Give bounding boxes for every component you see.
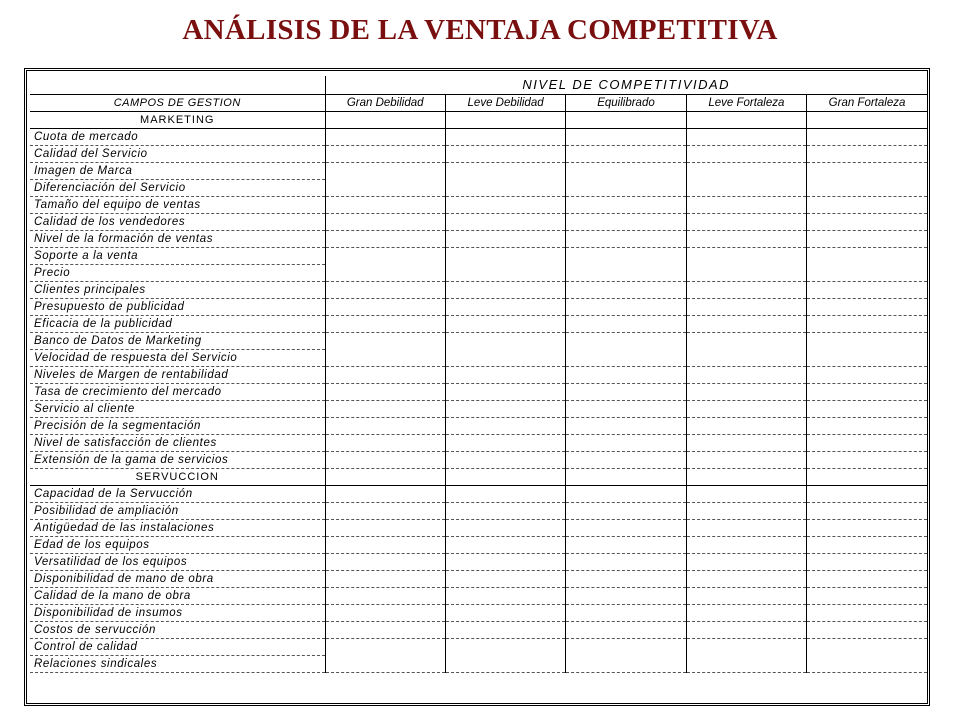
management-field-label: Calidad de la mano de obra xyxy=(30,587,325,604)
rating-cell[interactable] xyxy=(325,264,445,281)
rating-cell[interactable] xyxy=(445,570,565,587)
rating-cell[interactable] xyxy=(566,315,686,332)
management-field-label: Disponibilidad de mano de obra xyxy=(30,570,325,587)
rating-cell[interactable] xyxy=(445,230,565,247)
management-field-label: Nivel de la formación de ventas xyxy=(30,230,325,247)
table-row xyxy=(30,519,927,536)
rating-cell[interactable] xyxy=(445,264,565,281)
management-field-label: Precisión de la segmentación xyxy=(30,417,325,434)
rating-cell[interactable] xyxy=(807,587,927,604)
rating-cell[interactable] xyxy=(445,417,565,434)
section-row xyxy=(30,468,927,485)
table-row xyxy=(30,621,927,638)
rating-cell[interactable] xyxy=(566,400,686,417)
table-row xyxy=(30,434,927,451)
rating-cell[interactable] xyxy=(807,621,927,638)
rating-cell[interactable] xyxy=(807,553,927,570)
rating-cell[interactable] xyxy=(807,570,927,587)
rating-cell[interactable] xyxy=(325,298,445,315)
rating-cell[interactable] xyxy=(807,213,927,230)
rating-cell[interactable] xyxy=(686,332,806,349)
management-field-label: Soporte a la venta xyxy=(30,247,325,264)
rating-cell[interactable] xyxy=(566,485,686,502)
rating-cell[interactable] xyxy=(325,587,445,604)
rating-cell[interactable] xyxy=(807,230,927,247)
table-row xyxy=(30,332,927,349)
rating-cell[interactable] xyxy=(325,349,445,366)
table-row xyxy=(30,298,927,315)
rating-cell[interactable] xyxy=(686,519,806,536)
rating-cell[interactable] xyxy=(445,638,565,655)
rating-cell[interactable] xyxy=(807,332,927,349)
rating-cell[interactable] xyxy=(686,655,806,672)
rating-cell[interactable] xyxy=(686,281,806,298)
management-field-label: Diferenciación del Servicio xyxy=(30,179,325,196)
level-header-leve-debilidad: Leve Debilidad xyxy=(445,94,565,111)
rating-cell[interactable] xyxy=(445,213,565,230)
rating-cell[interactable] xyxy=(686,196,806,213)
table-row xyxy=(30,587,927,604)
rating-cell[interactable] xyxy=(566,655,686,672)
rating-cell[interactable] xyxy=(807,196,927,213)
rating-cell[interactable] xyxy=(686,400,806,417)
management-field-label: Tamaño del equipo de ventas xyxy=(30,196,325,213)
management-field-label: Posibilidad de ampliación xyxy=(30,502,325,519)
rating-cell[interactable] xyxy=(566,264,686,281)
rating-cell[interactable] xyxy=(686,298,806,315)
rating-cell[interactable] xyxy=(566,162,686,179)
header-blank-cell xyxy=(30,76,325,94)
management-field-label: Control de calidad xyxy=(30,638,325,655)
table-row xyxy=(30,553,927,570)
rating-cell[interactable] xyxy=(686,366,806,383)
rating-cell[interactable] xyxy=(566,349,686,366)
rating-cell[interactable] xyxy=(325,128,445,145)
rating-cell[interactable] xyxy=(686,451,806,468)
management-field-label: Versatilidad de los equipos xyxy=(30,553,325,570)
rating-cell[interactable] xyxy=(807,519,927,536)
rating-cell[interactable] xyxy=(807,298,927,315)
management-field-label: Presupuesto de publicidad xyxy=(30,298,325,315)
table-row xyxy=(30,315,927,332)
rating-cell[interactable] xyxy=(445,400,565,417)
rating-cell[interactable] xyxy=(686,111,806,128)
rating-cell[interactable] xyxy=(686,247,806,264)
management-field-label: Costos de servucción xyxy=(30,621,325,638)
page-title: ANÁLISIS DE LA VENTAJA COMPETITIVA xyxy=(182,14,778,46)
rating-cell[interactable] xyxy=(566,519,686,536)
section-title: SERVUCCION xyxy=(30,468,325,485)
rating-cell[interactable] xyxy=(445,485,565,502)
section-row xyxy=(30,111,927,128)
rating-cell[interactable] xyxy=(807,655,927,672)
rating-cell[interactable] xyxy=(325,145,445,162)
management-field-label: Edad de los equipos xyxy=(30,536,325,553)
rating-cell[interactable] xyxy=(686,145,806,162)
management-field-label: Niveles de Margen de rentabilidad xyxy=(30,366,325,383)
table-row xyxy=(30,383,927,400)
table-row xyxy=(30,213,927,230)
management-field-label: Banco de Datos de Marketing xyxy=(30,332,325,349)
management-field-label: Imagen de Marca xyxy=(30,162,325,179)
rating-cell[interactable] xyxy=(566,451,686,468)
rating-cell[interactable] xyxy=(807,145,927,162)
table-row xyxy=(30,417,927,434)
rating-cell[interactable] xyxy=(445,111,565,128)
rating-cell[interactable] xyxy=(566,281,686,298)
management-field-label: Clientes principales xyxy=(30,281,325,298)
rating-cell[interactable] xyxy=(807,400,927,417)
rating-cell[interactable] xyxy=(325,417,445,434)
rating-cell[interactable] xyxy=(807,502,927,519)
rating-cell[interactable] xyxy=(686,604,806,621)
rating-cell[interactable] xyxy=(325,196,445,213)
table-row xyxy=(30,638,927,655)
management-field-label: Calidad del Servicio xyxy=(30,145,325,162)
rating-cell[interactable] xyxy=(566,179,686,196)
rating-cell[interactable] xyxy=(325,485,445,502)
field-column-header: CAMPOS DE GESTION xyxy=(30,94,325,111)
rating-cell[interactable] xyxy=(445,536,565,553)
rating-cell[interactable] xyxy=(325,655,445,672)
rating-cell[interactable] xyxy=(807,468,927,485)
rating-cell[interactable] xyxy=(325,570,445,587)
rating-cell[interactable] xyxy=(566,145,686,162)
table-row xyxy=(30,536,927,553)
rating-cell[interactable] xyxy=(566,502,686,519)
rating-cell[interactable] xyxy=(686,485,806,502)
rating-cell[interactable] xyxy=(325,230,445,247)
table-row xyxy=(30,485,927,502)
rating-cell[interactable] xyxy=(807,485,927,502)
rating-cell[interactable] xyxy=(325,434,445,451)
competitiveness-table xyxy=(30,76,927,673)
rating-cell[interactable] xyxy=(445,128,565,145)
rating-cell[interactable] xyxy=(807,162,927,179)
rating-cell[interactable] xyxy=(566,111,686,128)
rating-cell[interactable] xyxy=(445,451,565,468)
rating-cell[interactable] xyxy=(807,604,927,621)
rating-cell[interactable] xyxy=(686,179,806,196)
rating-cell[interactable] xyxy=(566,587,686,604)
rating-cell[interactable] xyxy=(325,111,445,128)
rating-cell[interactable] xyxy=(325,281,445,298)
rating-cell[interactable] xyxy=(445,468,565,485)
management-field-label: Relaciones sindicales xyxy=(30,655,325,672)
rating-cell[interactable] xyxy=(445,502,565,519)
rating-cell[interactable] xyxy=(566,128,686,145)
table-row xyxy=(30,264,927,281)
management-field-label: Precio xyxy=(30,264,325,281)
table-row xyxy=(30,247,927,264)
rating-cell[interactable] xyxy=(445,332,565,349)
rating-cell[interactable] xyxy=(807,638,927,655)
rating-cell[interactable] xyxy=(325,536,445,553)
table-row xyxy=(30,655,927,672)
table-row xyxy=(30,400,927,417)
rating-cell[interactable] xyxy=(445,587,565,604)
management-field-label: Tasa de crecimiento del mercado xyxy=(30,383,325,400)
rating-cell[interactable] xyxy=(325,179,445,196)
rating-cell[interactable] xyxy=(686,468,806,485)
rating-cell[interactable] xyxy=(686,230,806,247)
rating-cell[interactable] xyxy=(445,179,565,196)
rating-cell[interactable] xyxy=(807,315,927,332)
section-title: MARKETING xyxy=(30,111,325,128)
rating-cell[interactable] xyxy=(566,383,686,400)
rating-cell[interactable] xyxy=(686,162,806,179)
rating-cell[interactable] xyxy=(445,553,565,570)
management-field-label: Velocidad de respuesta del Servicio xyxy=(30,349,325,366)
rating-cell[interactable] xyxy=(566,553,686,570)
rating-cell[interactable] xyxy=(807,264,927,281)
rating-cell[interactable] xyxy=(807,451,927,468)
rating-cell[interactable] xyxy=(445,281,565,298)
level-header-leve-fortaleza: Leve Fortaleza xyxy=(686,94,806,111)
table-row xyxy=(30,145,927,162)
rating-cell[interactable] xyxy=(325,332,445,349)
rating-cell[interactable] xyxy=(686,570,806,587)
rating-cell[interactable] xyxy=(566,604,686,621)
rating-cell[interactable] xyxy=(566,417,686,434)
management-field-label: Servicio al cliente xyxy=(30,400,325,417)
rating-cell[interactable] xyxy=(445,196,565,213)
competitiveness-sheet xyxy=(24,68,930,706)
rating-cell[interactable] xyxy=(807,383,927,400)
rating-cell[interactable] xyxy=(686,128,806,145)
rating-cell[interactable] xyxy=(566,247,686,264)
rating-cell[interactable] xyxy=(445,145,565,162)
rating-cell[interactable] xyxy=(807,434,927,451)
table-row xyxy=(30,570,927,587)
table-row xyxy=(30,349,927,366)
table-row xyxy=(30,230,927,247)
rating-cell[interactable] xyxy=(325,638,445,655)
table-row xyxy=(30,281,927,298)
rating-cell[interactable] xyxy=(566,298,686,315)
rating-cell[interactable] xyxy=(325,519,445,536)
rating-cell[interactable] xyxy=(325,553,445,570)
rating-cell[interactable] xyxy=(325,383,445,400)
management-field-label: Eficacia de la publicidad xyxy=(30,315,325,332)
rating-cell[interactable] xyxy=(566,468,686,485)
rating-cell[interactable] xyxy=(325,451,445,468)
management-field-label: Antigüedad de las instalaciones xyxy=(30,519,325,536)
rating-cell[interactable] xyxy=(686,502,806,519)
rating-cell[interactable] xyxy=(807,536,927,553)
rating-cell[interactable] xyxy=(807,128,927,145)
rating-cell[interactable] xyxy=(325,502,445,519)
rating-cell[interactable] xyxy=(325,400,445,417)
table-row xyxy=(30,366,927,383)
rating-cell[interactable] xyxy=(445,383,565,400)
rating-cell[interactable] xyxy=(445,162,565,179)
competitiveness-level-header: NIVEL DE COMPETITIVIDAD xyxy=(325,76,927,94)
rating-cell[interactable] xyxy=(566,621,686,638)
rating-cell[interactable] xyxy=(686,213,806,230)
rating-cell[interactable] xyxy=(566,638,686,655)
table-row xyxy=(30,502,927,519)
table-row xyxy=(30,179,927,196)
rating-cell[interactable] xyxy=(445,349,565,366)
rating-cell[interactable] xyxy=(566,213,686,230)
management-field-label: Extensión de la gama de servicios xyxy=(30,451,325,468)
rating-cell[interactable] xyxy=(445,247,565,264)
rating-cell[interactable] xyxy=(566,570,686,587)
rating-cell[interactable] xyxy=(686,383,806,400)
header-group-row xyxy=(30,76,927,94)
rating-cell[interactable] xyxy=(445,366,565,383)
rating-cell[interactable] xyxy=(807,247,927,264)
rating-cell[interactable] xyxy=(445,434,565,451)
level-header-gran-debilidad: Gran Debilidad xyxy=(325,94,445,111)
table-row xyxy=(30,451,927,468)
rating-cell[interactable] xyxy=(445,519,565,536)
management-field-label: Nivel de satisfacción de clientes xyxy=(30,434,325,451)
rating-cell[interactable] xyxy=(566,434,686,451)
rating-cell[interactable] xyxy=(686,536,806,553)
rating-cell[interactable] xyxy=(807,366,927,383)
management-field-label: Cuota de mercado xyxy=(30,128,325,145)
level-header-gran-fortaleza: Gran Fortaleza xyxy=(807,94,927,111)
rating-cell[interactable] xyxy=(686,553,806,570)
rating-cell[interactable] xyxy=(325,604,445,621)
rating-cell[interactable] xyxy=(445,298,565,315)
management-field-label: Capacidad de la Servucción xyxy=(30,485,325,502)
rating-cell[interactable] xyxy=(807,111,927,128)
table-row xyxy=(30,196,927,213)
table-row xyxy=(30,162,927,179)
rating-cell[interactable] xyxy=(686,587,806,604)
table-row xyxy=(30,604,927,621)
rating-cell[interactable] xyxy=(325,621,445,638)
rating-cell[interactable] xyxy=(445,621,565,638)
rating-cell[interactable] xyxy=(807,349,927,366)
rating-cell[interactable] xyxy=(686,417,806,434)
header-levels-row xyxy=(30,94,927,111)
rating-cell[interactable] xyxy=(807,179,927,196)
rating-cell[interactable] xyxy=(686,264,806,281)
rating-cell[interactable] xyxy=(566,230,686,247)
table-row xyxy=(30,128,927,145)
rating-cell[interactable] xyxy=(566,536,686,553)
management-field-label: Calidad de los vendedores xyxy=(30,213,325,230)
rating-cell[interactable] xyxy=(566,332,686,349)
rating-cell[interactable] xyxy=(325,162,445,179)
rating-cell[interactable] xyxy=(686,315,806,332)
management-field-label: Disponibilidad de insumos xyxy=(30,604,325,621)
rating-cell[interactable] xyxy=(686,349,806,366)
rating-cell[interactable] xyxy=(445,604,565,621)
level-header-equilibrado: Equilibrado xyxy=(566,94,686,111)
rating-cell[interactable] xyxy=(325,247,445,264)
rating-cell[interactable] xyxy=(566,196,686,213)
rating-cell[interactable] xyxy=(445,655,565,672)
rating-cell[interactable] xyxy=(325,213,445,230)
rating-cell[interactable] xyxy=(807,417,927,434)
rating-cell[interactable] xyxy=(566,366,686,383)
rating-cell[interactable] xyxy=(686,638,806,655)
rating-cell[interactable] xyxy=(325,366,445,383)
rating-cell[interactable] xyxy=(686,621,806,638)
rating-cell[interactable] xyxy=(807,281,927,298)
rating-cell[interactable] xyxy=(445,315,565,332)
rating-cell[interactable] xyxy=(325,468,445,485)
rating-cell[interactable] xyxy=(325,315,445,332)
rating-cell[interactable] xyxy=(686,434,806,451)
